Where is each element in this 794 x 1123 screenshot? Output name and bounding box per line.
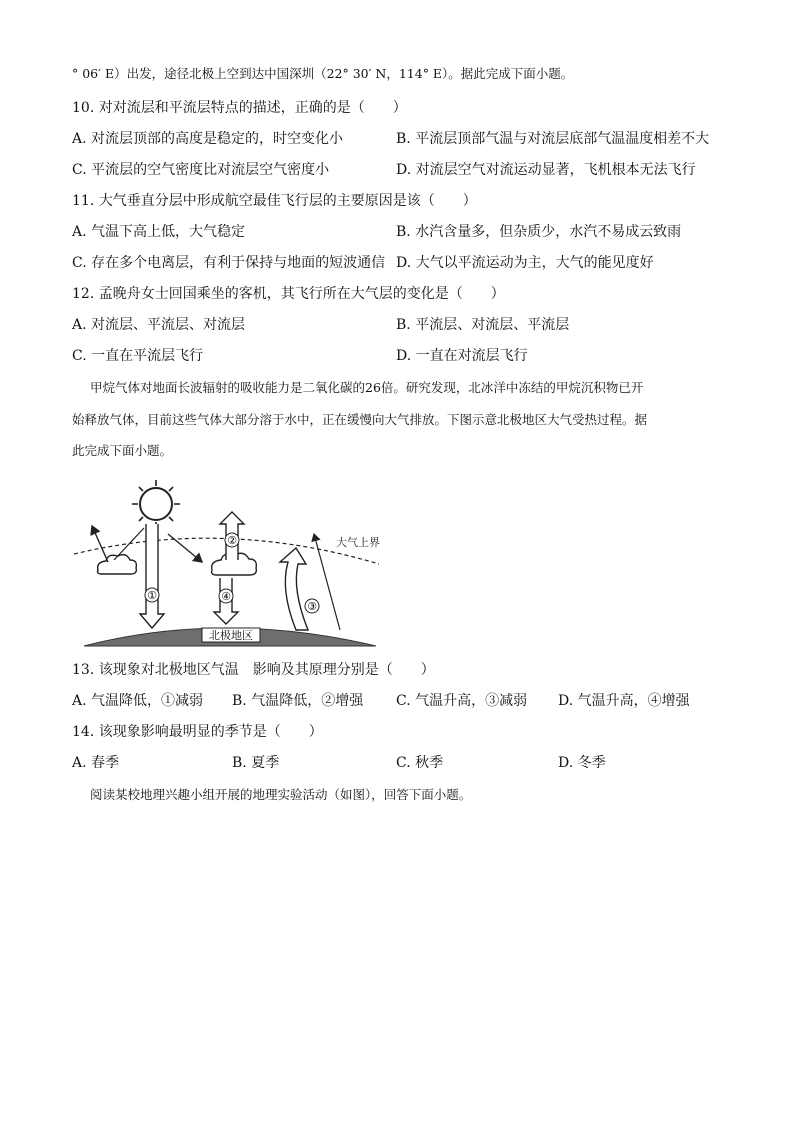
question-13-option-c[interactable]: C. 气温升高，③减弱 — [396, 693, 528, 709]
arrow-4-counter-radiation — [214, 578, 238, 624]
question-13-option-d[interactable]: D. 气温升高，④增强 — [558, 693, 690, 709]
question-13-option-a[interactable]: A. 气温降低，①减弱 — [72, 693, 204, 709]
marker-2: ② — [227, 534, 237, 547]
question-10-option-b[interactable]: B. 平流层顶部气温与对流层底部气温温度相差不大 — [396, 131, 710, 147]
sun-icon — [132, 480, 180, 528]
question-14-option-b[interactable]: B. 夏季 — [232, 755, 280, 771]
diagram-svg — [74, 478, 394, 650]
question-12-option-d[interactable]: D. 一直在对流层飞行 — [396, 348, 528, 364]
marker-1: ① — [147, 589, 157, 602]
question-11-option-b[interactable]: B. 水汽含量多，但杂质少，水汽不易成云致雨 — [396, 224, 682, 240]
arrow-3-ground-radiation — [280, 548, 319, 630]
question-12-option-c[interactable]: C. 一直在平流层飞行 — [72, 348, 204, 364]
intro-text: ° 06′ E）出发，途径北极上空到达中国深圳（22° 30′ N，114° E）。据此完成下面小题。 — [72, 66, 574, 81]
question-13-option-b[interactable]: B. 气温降低，②增强 — [232, 693, 364, 709]
question-10-option-d[interactable]: D. 对流层空气对流运动显著，飞机根本无法飞行 — [396, 162, 696, 178]
question-11-stem: 11. 大气垂直分层中形成航空最佳飞行层的主要原因是该（ ） — [72, 193, 477, 209]
question-10-option-a[interactable]: A. 对流层顶部的高度是稳定的，时空变化小 — [72, 131, 344, 147]
label-atmosphere-top: 大气上界 — [336, 536, 380, 549]
question-12-stem: 12. 孟晚舟女士回国乘坐的客机，其飞行所在大气层的变化是（ ） — [72, 286, 505, 302]
question-11-option-c[interactable]: C. 存在多个电离层，有利于保持与地面的短波通信 — [72, 255, 386, 271]
question-12-option-b[interactable]: B. 平流层、对流层、平流层 — [396, 317, 570, 333]
passage-line-1: 甲烷气体对地面长波辐射的吸收能力是二氧化碳的26倍。研究发现，北冰洋中冻结的甲烷沉积物已开 — [90, 380, 644, 395]
question-14-option-d[interactable]: D. 冬季 — [558, 755, 606, 771]
question-14-option-a[interactable]: A. 春季 — [72, 755, 120, 771]
question-14-stem: 14. 该现象影响最明显的季节是（ ） — [72, 724, 323, 740]
question-10-option-c[interactable]: C. 平流层的空气密度比对流层空气密度小 — [72, 162, 330, 178]
question-10-stem: 10. 对对流层和平流层特点的描述，正确的是（ ） — [72, 100, 407, 116]
atmosphere-heating-diagram — [74, 478, 394, 650]
question-12-option-a[interactable]: A. 对流层、平流层、对流层 — [72, 317, 246, 333]
question-11-option-d[interactable]: D. 大气以平流运动为主，大气的能见度好 — [396, 255, 654, 271]
marker-3: ③ — [307, 600, 317, 613]
question-14-option-c[interactable]: C. 秋季 — [396, 755, 444, 771]
passage-line-2: 始释放气体，目前这些气体大部分溶于水中，正在缓慢向大气排放。下图示意北极地区大气受热过程。据 — [72, 412, 648, 427]
label-arctic-region: 北极地区 — [209, 629, 253, 642]
question-13-stem: 13. 该现象对北极地区气温 影响及其原理分别是（ ） — [72, 662, 435, 678]
question-11-option-a[interactable]: A. 气温下高上低，大气稳定 — [72, 224, 246, 240]
next-section-intro: 阅读某校地理兴趣小组开展的地理实验活动（如图），回答下面小题。 — [90, 787, 472, 802]
marker-4: ④ — [221, 590, 231, 603]
passage-line-3: 此完成下面小题。 — [72, 443, 173, 458]
